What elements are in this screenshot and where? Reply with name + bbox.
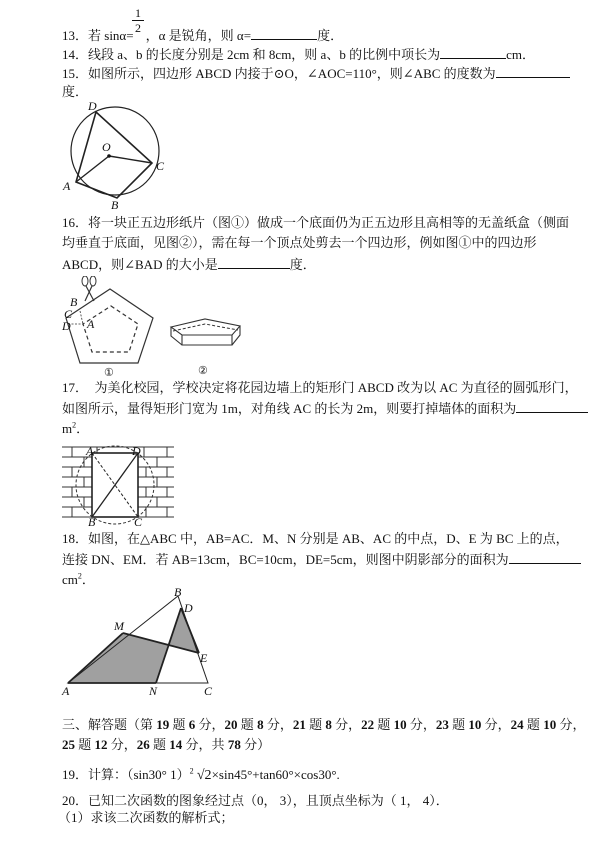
q16-figure-pentagon [58, 276, 168, 376]
q18-figure-triangle [60, 588, 225, 698]
segment-ao [76, 156, 109, 182]
section-3-header-run: 题 [305, 717, 326, 732]
label-c: C [134, 515, 143, 526]
section-3-header-run: 分， [107, 737, 137, 752]
q17-period: ． [76, 421, 90, 436]
question-17-line-1: 17． 为美化校园，学校决定将花园边墙上的矩形门 ABCD 改为以 AC 为直径的圆弧形门， [62, 380, 578, 395]
question-17-line-3 [62, 421, 89, 437]
label-d: D [132, 444, 141, 458]
section-3-header-run: 分， [331, 717, 362, 732]
label-d: D [184, 601, 193, 615]
question-16-line-3 [62, 256, 316, 273]
section-3-header-line-2 [62, 737, 270, 753]
section-3-header-run: 题 [149, 737, 170, 752]
q14-number: 14． [62, 47, 89, 62]
section-3-header-run: 14 [169, 737, 183, 752]
label-c: C [204, 684, 213, 698]
scissors-icon [82, 276, 96, 301]
q18-unit: cm [62, 572, 78, 587]
q14-text: 线段 a、b 的长度分别是 2cm 和 8cm，则 a、b 的比例中项长为 [88, 47, 441, 62]
box-front-face [182, 335, 232, 345]
q17-unit-exponent: 2 [72, 420, 77, 430]
question-18-line-2 [62, 551, 581, 568]
label-o: O [102, 140, 111, 154]
section-3-header-run: 6 [188, 717, 196, 732]
q16-answer-blank[interactable] [218, 256, 290, 269]
label-b: B [70, 295, 78, 309]
q13-answer-blank[interactable] [251, 27, 317, 40]
question-18-line-1: 18．如图，在△ABC 中，AB=AC．M、N 分别是 AB、AC 的中点，D、E 为 BC 上的点， [62, 531, 569, 546]
section-3-header-run: 10 [543, 717, 557, 732]
label-a: A [86, 444, 94, 458]
box-top-rim [171, 319, 240, 335]
q15-number: 15． [62, 66, 89, 81]
outer-pentagon [66, 289, 153, 363]
box-inner-dashed [173, 324, 238, 331]
label-b: B [88, 515, 96, 526]
section-3-header-run: 10 [468, 717, 482, 732]
label-c: C [156, 159, 165, 173]
section-3-header-run: 分， [481, 717, 511, 732]
question-14 [62, 46, 535, 63]
label-a: A [87, 317, 95, 331]
label-b: B [174, 588, 182, 599]
question-16-line-2: 均垂直于底面，见图②），需在每一个顶点处剪去一个四边形，例如图①中的四边形 [62, 235, 537, 250]
section-3-header-run: 题 [523, 717, 544, 732]
q17-text: 如图所示，量得矩形门宽为 1m，对角线 AC 的长为 2m，则要打掉墙体的面积为 [62, 401, 517, 416]
q19-sqrt: √2 [196, 768, 212, 783]
q18-text: 连接 DN、EM．若 AB=13cm，BC=10cm，DE=5cm，则图中阴影部分的面积为 [62, 552, 509, 567]
q15-figure-circle [55, 98, 180, 210]
section-3-header-run: 78 [227, 737, 241, 752]
q13-number: 13． [62, 28, 89, 43]
q14-unit: cm． [506, 47, 535, 62]
section-3-header-run: 分， [556, 717, 586, 732]
cut-line-ab [80, 311, 83, 324]
section-3-header-run: 题 [169, 717, 189, 732]
q18-answer-blank[interactable] [509, 551, 581, 564]
section-3-header-run: 12 [94, 737, 108, 752]
label-m: M [114, 619, 124, 633]
label-e: E [200, 651, 208, 665]
section-3-header-run: 分， [406, 717, 436, 732]
q16-text-pre: ABCD，则∠BAD 的大小是 [62, 257, 218, 272]
question-16-line-1: 16．将一块正五边形纸片（图①）做成一个底面仍为正五边形且高相等的无盖纸盒（侧面 [62, 215, 570, 230]
q15-text: 如图所示，四边形 ABCD 内接于⊙O，∠AOC=110°，则∠ABC 的度数为 [88, 66, 496, 81]
q15-text-post: 度． [62, 84, 89, 99]
figure-2-label: ② [198, 365, 208, 376]
section-3-header-run: 21 [292, 717, 306, 732]
q15-answer-blank[interactable] [496, 65, 570, 78]
section-3-header-run: 10 [393, 717, 407, 732]
q16-figure-box [168, 318, 248, 376]
section-3-header-run: 23 [435, 717, 449, 732]
q19-exponent: 2 [189, 766, 194, 776]
q19-text-post: ×sin45°+tan60°×cos30°. [211, 767, 340, 782]
section-3-header-run: 题 [448, 717, 469, 732]
question-15 [62, 65, 570, 82]
section-3-header-run: 分， [195, 717, 225, 732]
question-20: 20．已知二次函数的图象经过点（0， 3），且顶点坐标为（ 1， 4）． [62, 793, 449, 808]
section-3-header-run: 分， [263, 717, 293, 732]
label-b: B [111, 198, 119, 210]
figure-1-label: ① [104, 367, 114, 376]
section-3-header-run: 26 [136, 737, 150, 752]
q16-text-post: 度． [289, 257, 316, 272]
label-c: C [64, 307, 73, 321]
label-d: D [62, 319, 71, 333]
question-20-part-1: （1）求该二次函数的解析式； [58, 810, 234, 825]
q13-fraction-numerator: 1 [135, 6, 141, 20]
q14-answer-blank[interactable] [440, 46, 506, 59]
section-3-header-line-1 [62, 717, 585, 733]
q17-figure-wall [62, 444, 182, 526]
section-3-header-run: 分） [240, 737, 271, 752]
section-3-header-run: 25 [62, 737, 75, 752]
section-3-header-run: 题 [374, 717, 394, 732]
center-point-o [107, 154, 111, 158]
q13-text-pre: 若 sinα= [88, 28, 134, 43]
q13-text-post: 度． [317, 28, 344, 43]
section-3-header-run: 24 [510, 717, 524, 732]
q18-unit-exponent: 2 [77, 571, 82, 581]
q13-text-mid: ，α 是锐角，则 α= [145, 28, 252, 43]
q17-answer-blank[interactable] [516, 400, 588, 413]
section-3-header-run: 8 [257, 717, 264, 732]
section-3-header-run: 题 [237, 717, 258, 732]
label-n: N [149, 684, 158, 698]
question-17-line-2 [62, 400, 588, 417]
q19-text-pre: 19．计算：（sin30° 1） [62, 767, 190, 782]
label-d: D [88, 99, 97, 113]
q13-fraction-denominator: 2 [135, 21, 141, 35]
question-19 [62, 767, 340, 784]
q18-period: ． [81, 572, 95, 587]
section-3-header-run: 分，共 [182, 737, 228, 752]
q17-unit: m [62, 421, 73, 436]
section-3-header-run: 8 [325, 717, 332, 732]
label-a: A [62, 684, 70, 698]
question-13 [62, 27, 343, 44]
section-3-header-run: 三、解答题（第 [62, 717, 157, 732]
section-3-header-run: 20 [224, 717, 238, 732]
section-3-header-run: 19 [156, 717, 170, 732]
question-18-line-3 [62, 572, 95, 588]
label-a: A [63, 179, 71, 193]
section-3-header-run: 题 [75, 737, 95, 752]
section-3-header-run: 22 [361, 717, 375, 732]
